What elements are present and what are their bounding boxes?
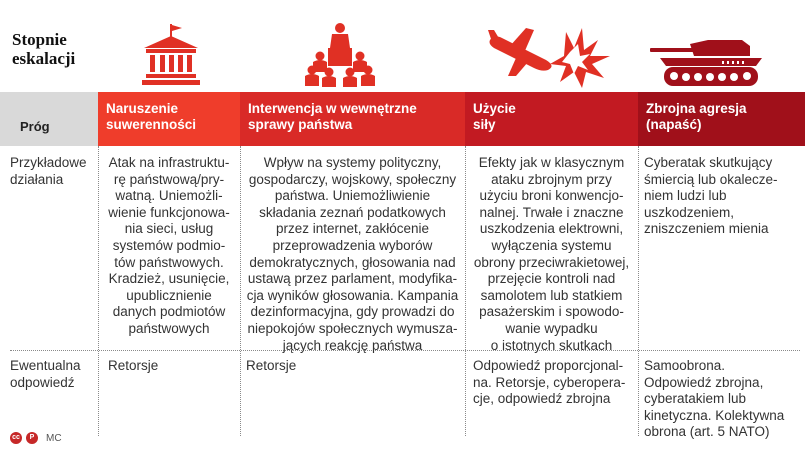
cell-naruszenie-response: Retorsje bbox=[108, 358, 159, 373]
government-building-icon bbox=[140, 22, 202, 86]
p-badge: P bbox=[26, 432, 38, 444]
row-label-odpowiedz: Ewentualna odpowiedź bbox=[10, 358, 81, 390]
author-initials: MC bbox=[46, 432, 62, 444]
prog-label: Próg bbox=[20, 119, 50, 134]
header-naruszenie bbox=[98, 92, 240, 146]
tank-icon bbox=[650, 36, 770, 88]
row-label-przykladowe: Przykładowe działania bbox=[10, 155, 87, 187]
cell-uzycie-response: Odpowiedź proporcjonal- na. Retorsje, cyberopera- cje, odpowiedź zbrojna bbox=[473, 358, 626, 407]
crowd-speaker-icon bbox=[302, 20, 378, 88]
cell-uzycie-actions: Efekty jak w klasycznym ataku zbrojnym przy użyciu broni konwencjo- nalnej. Trwałe i znaczne uszkodzenia elektrowni, wyłączenia systemu obrony przeciwrakietowej, przejęcie kontroli nad samolotem lub statkiem pasażerskim i spowodo- wanie wypadku o istotnych skutkach bbox=[473, 155, 630, 353]
credits bbox=[10, 432, 62, 444]
cc-badge: cc bbox=[10, 432, 22, 444]
cell-interwencja-actions: Wpływ na systemy polityczny, gospodarczy, wojskowy, społeczny państwa. Uniemożliwienie składania zeznań podatkowych przez internet, zakłócenie przeprowadzenia wyborów demokratycznych, głosowania nad ustawą przez parlament, modyfika- cja wyników głosowania. Kampania dezinformacyjna, gdy prowadzi do niepokojów społecznych wymusza- jących reakcję państwa bbox=[246, 155, 459, 353]
cell-agresja-response: Samoobrona. Odpowiedź zbrojna, cyberatakiem lub kinetyczna. Kolektywna obrona (art. 5 NATO) bbox=[644, 358, 785, 440]
cell-agresja-actions: Cyberatak skutkujący śmiercią lub okalecze- niem ludzi lub uszkodzeniem, zniszczeniem mienia bbox=[644, 155, 778, 237]
header-label-2: Interwencja w wewnętrzne sprawy państwa bbox=[248, 101, 417, 132]
header-uzycie-sily bbox=[465, 92, 638, 146]
cell-interwencja-response: Retorsje bbox=[246, 358, 297, 373]
header-interwencja bbox=[240, 92, 465, 146]
header-label-1: Naruszenie suwerenności bbox=[106, 101, 197, 132]
cell-naruszenie-actions: Atak na infrastruktu- rę państwową/pry- watną. Uniemożli- wienie funkcjonowa- nia sieci, usług systemów podmio- tów państwowych. Kradzież, usunięcie, upublicznienie danych podmiotów państwowych bbox=[108, 155, 230, 336]
header-label-4: Zbrojna agresja (napaść) bbox=[646, 101, 747, 132]
header-label-3: Użycie siły bbox=[473, 101, 516, 132]
header-row bbox=[0, 92, 805, 146]
header-zbrojna-agresja bbox=[638, 92, 805, 146]
infographic-title: Stopnie eskalacji bbox=[12, 30, 76, 68]
plane-crash-icon bbox=[486, 26, 618, 92]
prog-header bbox=[0, 92, 98, 146]
